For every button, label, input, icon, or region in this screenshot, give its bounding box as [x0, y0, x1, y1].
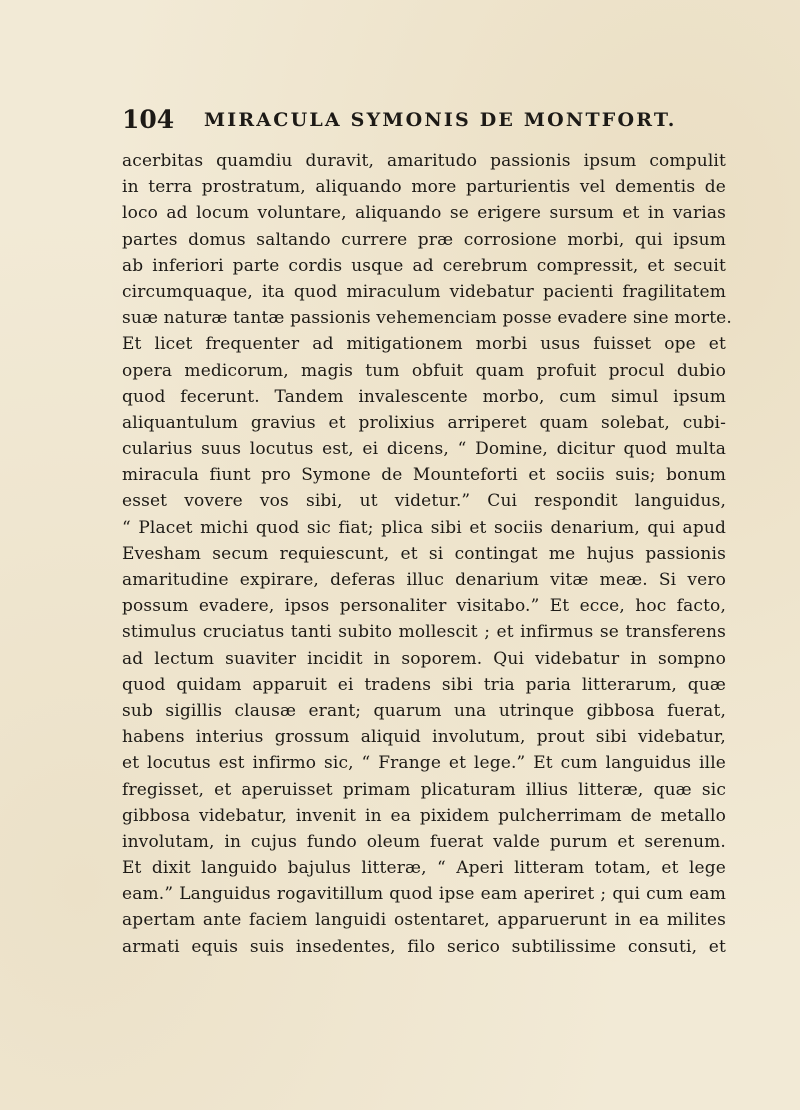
running-title: MIRACULA SYMONIS DE MONTFORT. [204, 109, 677, 131]
text-line: ad lectum suaviter incidit in soporem. Qui videbatur in sompno [122, 648, 726, 669]
text-line: miracula fiunt pro Symone de Mounteforti et sociis suis; bonum [122, 465, 726, 486]
text-line: involutam, in cujus fundo oleum fuerat valde purum et serenum. [122, 831, 726, 852]
text-line: sub sigillis clausæ erant; quarum una utrinque gibbosa fuerat, [122, 700, 726, 721]
text-line: apertam ante faciem languidi ostentaret, apparuerunt in ea milites [122, 910, 726, 931]
text-line: quod fecerunt. Tandem invalescente morbo, cum simul ipsum [122, 386, 726, 407]
text-line: amaritudine expirare, deferas illuc denarium vitæ meæ. Si vero [122, 570, 726, 590]
text-line: acerbitas quamdiu duravit, amaritudo passionis ipsum compulit [122, 151, 726, 171]
text-line: circumquaque, ita quod miraculum videbatur pacienti fragilitatem [122, 281, 726, 302]
text-line: “ Placet michi quod sic fiat; plica sibi et sociis denarium, qui apud [122, 517, 726, 538]
text-line: opera medicorum, magis tum obfuit quam profuit procul dubio [122, 360, 726, 381]
text-line: gibbosa videbatur, invenit in ea pixidem pulcherrimam de metallo [122, 805, 726, 826]
text-line: Et dixit languido bajulus litteræ, “ Aperi litteram totam, et lege [122, 858, 726, 879]
text-line: suæ naturæ tantæ passionis vehemenciam posse evadere sine morte. [122, 308, 732, 329]
text-line: habens interius grossum aliquid involutum, prout sibi videbatur, [122, 727, 726, 748]
text-line: cularius suus locutus est, ei dicens, “ Domine, dicitur quod multa [122, 439, 726, 460]
text-line: ab inferiori parte cordis usque ad cerebrum compressit, et secuit [122, 255, 726, 276]
running-head [122, 105, 722, 141]
text-line: armati equis suis insedentes, filo serico subtilissime consuti, et [122, 936, 726, 957]
text-line: in terra prostratum, aliquando more parturientis vel dementis de [122, 177, 726, 198]
text-line: stimulus cruciatus tanti subito mollescit ; et infirmus se transferens [122, 622, 726, 643]
text-line: possum evadere, ipsos personaliter visitabo.” Et ecce, hoc facto, [122, 596, 726, 617]
text-line: loco ad locum voluntare, aliquando se erigere sursum et in varias [122, 203, 726, 224]
text-line: partes domus saltando currere præ corrosione morbi, qui ipsum [122, 229, 726, 250]
text-line: Evesham secum requiescunt, et si contingat me hujus passionis [122, 543, 726, 564]
text-line: quod quidam apparuit ei tradens sibi tria paria litterarum, quæ [122, 674, 726, 695]
text-line: esset vovere vos sibi, ut videtur.” Cui respondit languidus, [122, 491, 726, 512]
body-text [122, 148, 732, 960]
text-line: eam.” Languidus rogavitillum quod ipse eam aperiret ; qui cum eam [122, 884, 726, 905]
text-line: et locutus est infirmo sic, “ Frange et lege.” Et cum languidus ille [122, 753, 726, 774]
text-line: fregisset, et aperuisset primam plicaturam illius litteræ, quæ sic [122, 779, 726, 800]
page-number: 104 [122, 105, 175, 134]
text-line: Et licet frequenter ad mitigationem morbi usus fuisset ope et [122, 334, 726, 355]
text-line: aliquantulum gravius et prolixius arriperet quam solebat, cubi- [122, 412, 726, 433]
